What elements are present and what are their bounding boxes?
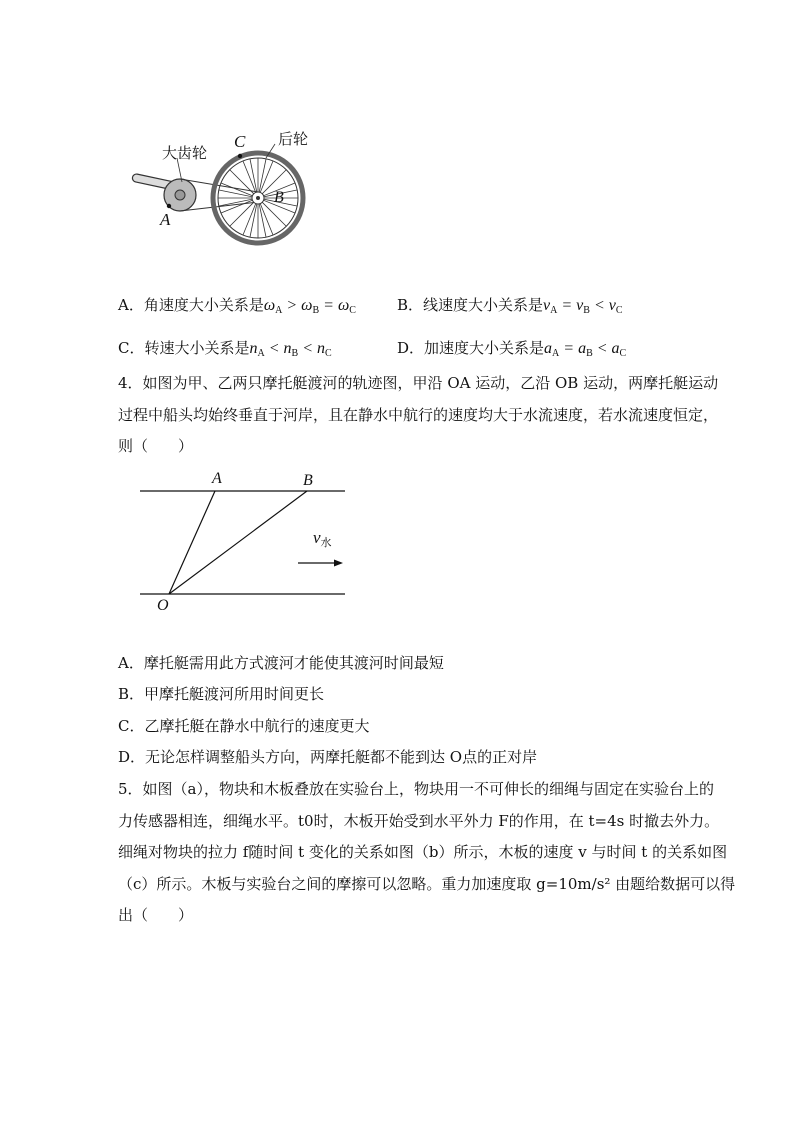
- gear-label: 大齿轮: [162, 144, 208, 162]
- q4-option-c: C．乙摩托艇在静水中航行的速度更大: [118, 717, 370, 735]
- q5-stem-line3: 细绳对物块的拉力 f随时间 t 变化的关系如图（b）所示，木板的速度 v 与时间 t 的关系如图: [118, 843, 728, 861]
- river-point-o: O: [157, 597, 169, 614]
- q3-option-c: C．转速大小关系是$n_A < n_B < n_C$: [118, 339, 332, 359]
- river-point-b: B: [303, 472, 313, 489]
- q5-stem-line5: 出（ ）: [118, 906, 194, 924]
- q3-option-d: D．加速度大小关系是$a_A = a_B < a_C$: [397, 339, 627, 359]
- q4-option-b: B．甲摩托艇渡河所用时间更长: [118, 685, 325, 703]
- point-c-label: C: [234, 132, 246, 151]
- q4-option-a: A．摩托艇需用此方式渡河才能使其渡河时间最短: [118, 654, 444, 672]
- bicycle-figure: [120, 120, 340, 260]
- q3-option-a: A．角速度大小关系是$\omega_A > \omega_B = \omega_C$: [118, 296, 356, 316]
- q3-option-b: B．线速度大小关系是$v_A = v_B < v_C$: [397, 296, 623, 316]
- q4-stem-line3: 则（ ）: [118, 437, 194, 455]
- water-velocity-label: $v_水$: [313, 528, 332, 549]
- q5-stem-line2: 力传感器相连，细绳水平。t0时，木板开始受到水平外力 F的作用，在 t=4s 时撤去外力。: [118, 812, 720, 830]
- wheel-label: 后轮: [278, 130, 309, 148]
- q4-stem-line1: 4．如图为甲、乙两只摩托艇渡河的轨迹图，甲沿 OA 运动，乙沿 OB 运动，两摩托艇运动: [118, 374, 719, 392]
- point-a-label: A: [160, 210, 171, 229]
- river-figure: [135, 470, 355, 615]
- q4-stem-line2: 过程中船头均始终垂直于河岸，且在静水中航行的速度均大于水流速度，若水流速度恒定，: [118, 406, 719, 424]
- q4-option-d: D．无论怎样调整船头方向，两摩托艇都不能到达 O点的正对岸: [118, 748, 538, 766]
- q5-stem-line1: 5．如图（a），物块和木板叠放在实验台上，物块用一不可伸长的细绳与固定在实验台上的: [118, 780, 714, 798]
- q5-stem-line4: （c）所示。木板与实验台之间的摩擦可以忽略。重力加速度取 g=10m/s² 由题给数据可以得: [118, 875, 736, 893]
- river-point-a: A: [212, 470, 222, 487]
- point-b-label: B: [274, 189, 284, 206]
